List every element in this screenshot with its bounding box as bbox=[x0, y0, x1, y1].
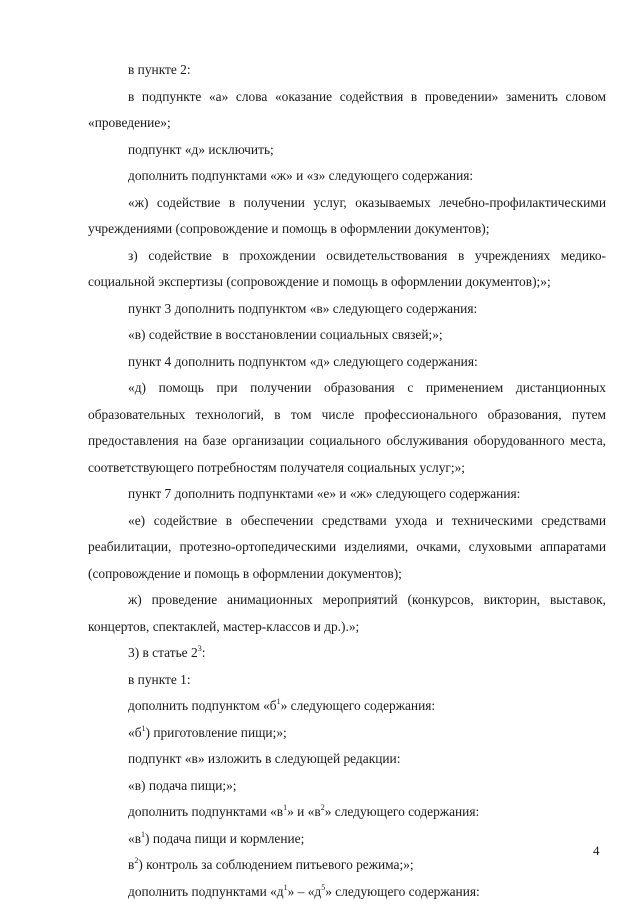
paragraph: «д) помощь при получении образования с применением дистанционных образовательных технологий, в том числе профессионального образования, путем предоставления на базе организации социального обслуживания оборудованного места, соответствующего потребностям получателя социальных услуг;»; bbox=[88, 380, 606, 475]
document-body bbox=[88, 57, 606, 905]
paragraph: з) содействие в прохождении освидетельствования в учреждениях медико-социальной экспертизы (сопровождение и помощь в оформлении документов);»; bbox=[88, 247, 606, 289]
paragraph: «$в^1$) подача пищи и кормление; bbox=[128, 829, 305, 846]
paragraph: дополнить подпунктами «$д^1$» – «$д^5$» следующего содержания: bbox=[128, 882, 480, 899]
paragraph: «ж) содействие в получении услуг, оказываемых лечебно-профилактическими учреждениями (сопровождение и помощь в оформлении документов); bbox=[88, 194, 606, 236]
paragraph: подпункт «д» исключить; bbox=[128, 141, 274, 157]
paragraph: в подпункте «а» слова «оказание содействия в проведении» заменить словом «проведение»; bbox=[88, 88, 606, 130]
paragraph: дополнить подпунктами «$в^1$» и «$в^2$» следующего содержания: bbox=[128, 803, 480, 819]
paragraph: «е) содействие в обеспечении средствами ухода и техническими средствами реабилитации, протезно-ортопедическими изделиями, очками, слуховыми аппаратами (сопровождение и помощь в оформлении документов); bbox=[88, 512, 606, 581]
paragraph: пункт 4 дополнить подпунктом «д» следующего содержания: bbox=[128, 353, 478, 369]
paragraph: 3) в статье $2^3$: bbox=[128, 644, 206, 660]
paragraph: пункт 7 дополнить подпунктами «е» и «ж» следующего содержания: bbox=[128, 486, 521, 501]
paragraph: «в) содействие в восстановлении социальных связей;»; bbox=[128, 327, 443, 342]
paragraph: «$б^1$) приготовление пищи;»; bbox=[128, 723, 287, 740]
paragraph: в пункте 1: bbox=[128, 671, 191, 687]
page-number: 4 bbox=[593, 843, 600, 858]
paragraph: подпункт «в» изложить в следующей редакции: bbox=[128, 751, 401, 766]
paragraph: «в) подача пищи;»; bbox=[128, 777, 237, 793]
paragraph: дополнить подпунктом «$б^1$» следующего содержания: bbox=[128, 697, 436, 713]
paragraph: в пункте 2: bbox=[128, 62, 191, 77]
paragraph: ж) проведение анимационных мероприятий (конкурсов, викторин, выставок, концертов, спектаклей, мастер-классов и др.).»; bbox=[88, 592, 606, 634]
paragraph: дополнить подпунктами «ж» и «з» следующего содержания: bbox=[128, 168, 474, 183]
paragraph: пункт 3 дополнить подпунктом «в» следующего содержания: bbox=[128, 300, 478, 316]
paragraph: $в^2$) контроль за соблюдением питьевого режима;»; bbox=[128, 856, 414, 872]
